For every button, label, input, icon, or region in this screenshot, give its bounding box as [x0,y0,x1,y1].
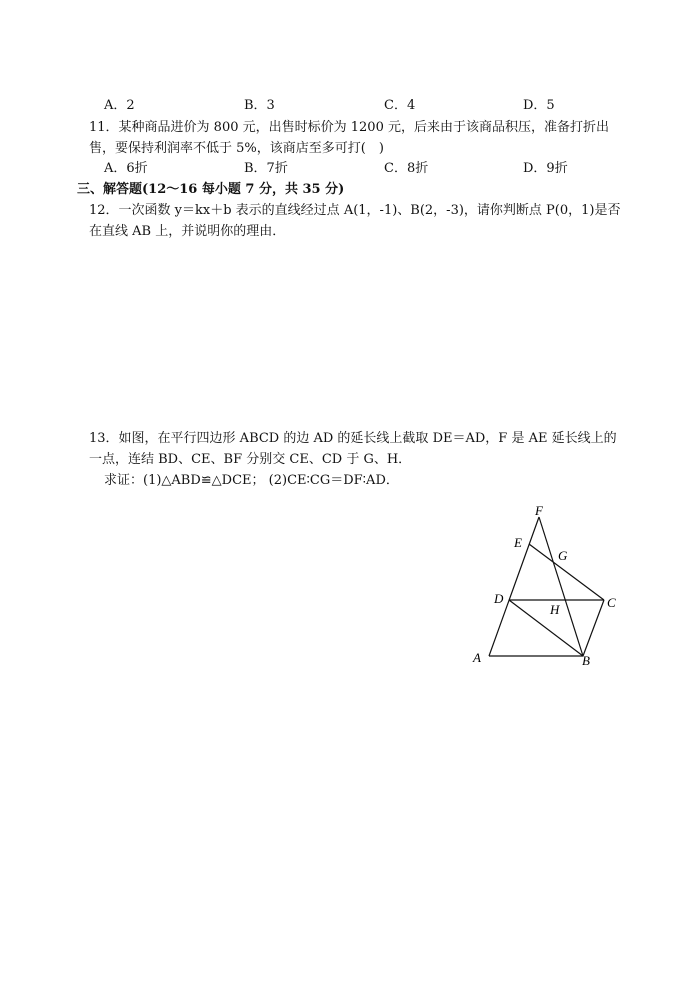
q13-line-3: 求证：(1)△ABD≌△DCE； (2)CE∶CG＝DF∶AD． [104,473,399,488]
q11-line-1: 11．某种商品进价为 800 元，出售时标价为 1200 元，后来由于该商品积压，准备打折出 [89,120,609,135]
label-a: A [473,650,481,665]
q12-line-2: 在直线 AB 上，并说明你的理由． [89,224,286,239]
q13-line-1: 13．如图，在平行四边形 ABCD 的边 AD 的延长线上截取 DE＝AD，F 是 AE 延长线上的 [89,431,617,446]
label-b: B [582,653,590,668]
q10-option-d: D．5 [523,98,555,113]
segment-db [509,600,583,656]
label-c: C [607,595,616,610]
label-e: E [514,535,522,550]
label-d: D [494,591,504,606]
label-g: G [558,548,568,563]
segment-cb [583,600,604,656]
q11-option-c: C．8折 [384,161,429,176]
section-heading: 三、解答题(12～16 每小题 7 分，共 35 分) [77,182,345,197]
q10-option-b: B．3 [244,98,275,113]
label-h: H [550,602,560,617]
q10-option-c: C．4 [384,98,416,113]
q12-line-1: 12．一次函数 y＝kx＋b 表示的直线经过点 A(1，-1)、B(2，-3)，请你判断点 P(0，1)是否 [89,203,621,218]
q11-option-a: A．6折 [104,161,148,176]
q11-option-d: D．9折 [523,161,568,176]
q11-line-2: 售，要保持利润率不低于 5%，该商店至多可打( ) [89,141,384,156]
q10-option-a: A．2 [104,98,135,113]
q13-line-2: 一点，连结 BD、CE、BF 分别交 CE、CD 于 G、H． [89,452,412,467]
label-f: F [535,503,543,518]
q11-option-b: B．7折 [244,161,288,176]
segment-fb [539,517,583,656]
